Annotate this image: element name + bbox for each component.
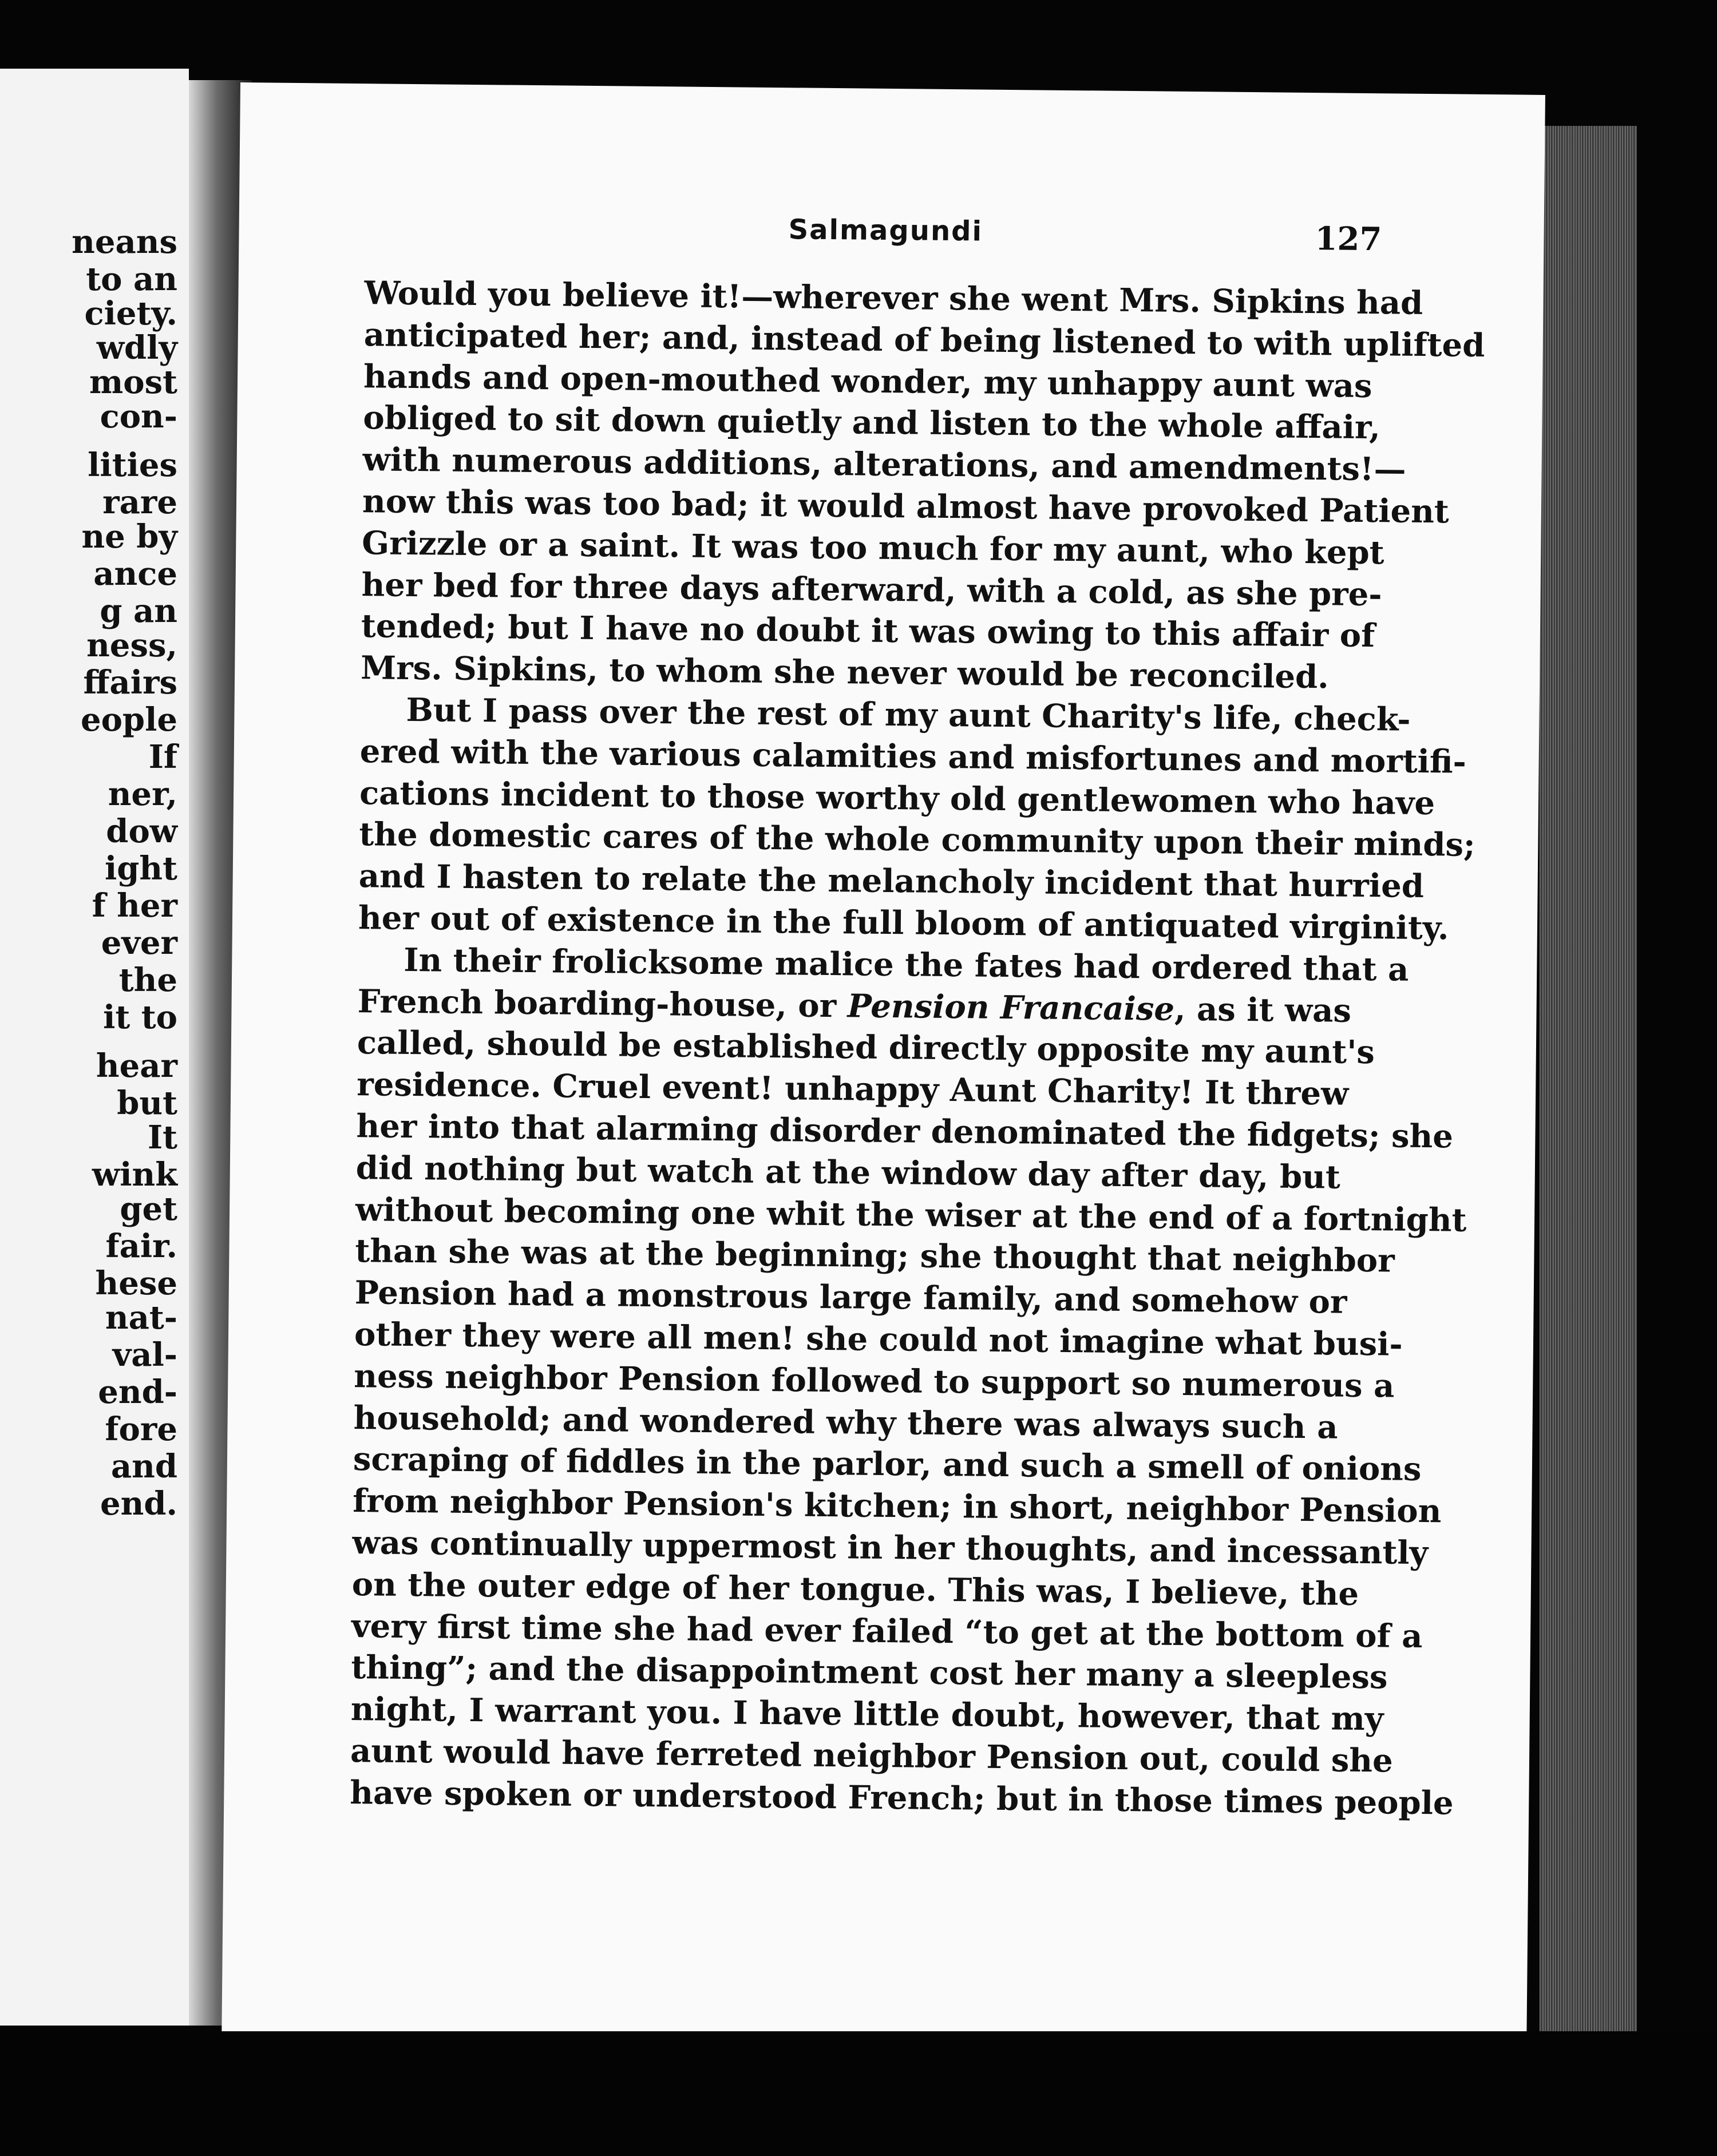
- body-text: [350, 272, 1485, 1823]
- facing-page-line: neans: [72, 223, 177, 261]
- text-line: obliged to sit down quietly and listen to the whole affair,: [363, 399, 1381, 447]
- facing-page-line: end-: [98, 1373, 177, 1411]
- facing-page-line: ner,: [108, 775, 177, 813]
- text-line: ness neighbor Pension followed to support so numerous a: [354, 1357, 1395, 1405]
- text-line: called, should be established directly opposite my aunt's: [357, 1024, 1375, 1072]
- text-line: night, I warrant you. I have little doubt, however, that my: [350, 1690, 1384, 1738]
- text-line: But I pass over the rest of my aunt Charity's life, check-: [406, 691, 1411, 739]
- text-line: other they were all men! she could not imagine what busi-: [354, 1315, 1403, 1364]
- facing-page-line: val-: [112, 1336, 177, 1374]
- text-line: French boarding-house, or Pension Francaise, as it was: [357, 982, 1352, 1030]
- text-line: Mrs. Sipkins, to whom she never would be reconciled.: [360, 649, 1329, 696]
- facing-page-line: hese: [95, 1265, 177, 1302]
- facing-page-line: If: [148, 738, 177, 776]
- text-line: from neighbor Pension's kitchen; in short, neighbor Pension: [352, 1482, 1442, 1531]
- facing-page-line: fore: [105, 1410, 177, 1448]
- text-line: her into that alarming disorder denominated the fidgets; she: [356, 1107, 1454, 1156]
- facing-page-line: rare: [102, 483, 177, 521]
- text-line: residence. Cruel event! unhappy Aunt Charity! It threw: [356, 1065, 1349, 1113]
- facing-page-line: wink: [92, 1156, 177, 1194]
- text-line: Grizzle or a saint. It was too much for my aunt, who kept: [362, 524, 1384, 572]
- text-line: cations incident to those worthy old gentlewomen who have: [359, 774, 1435, 822]
- book-page: [221, 82, 1545, 2055]
- text-line: her bed for three days afterward, with a cold, as she pre-: [361, 565, 1382, 613]
- facing-page-line: wdly: [96, 329, 177, 367]
- text-line: now this was too bad; it would almost have provoked Patient: [362, 482, 1450, 531]
- text-line: have spoken or understood French; but in those times people: [350, 1773, 1454, 1822]
- facing-page-line: it to: [103, 998, 177, 1036]
- text-line: with numerous additions, alterations, and amendments!—: [362, 441, 1406, 489]
- facing-page-line: con-: [100, 398, 177, 435]
- text-line: scraping of fiddles in the parlor, and such a smell of onions: [353, 1440, 1422, 1489]
- text-line: and I hasten to relate the melancholy incident that hurried: [358, 857, 1425, 906]
- facing-page-line: but: [117, 1084, 177, 1122]
- facing-page-line: It: [147, 1119, 177, 1156]
- facing-page-line: ffairs: [83, 664, 177, 702]
- scan-shadow: [0, 2031, 1717, 2156]
- facing-page-line: eople: [80, 701, 177, 739]
- text-line: was continually uppermost in her thoughts, and incessantly: [352, 1523, 1429, 1572]
- facing-page-line: dow: [106, 813, 177, 850]
- facing-page-line: ciety.: [84, 295, 177, 332]
- page-number: 127: [1315, 220, 1382, 259]
- facing-page-line: and: [110, 1448, 177, 1485]
- text-line: aunt would have ferreted neighbor Pension out, could she: [350, 1731, 1393, 1780]
- facing-page-line: ance: [93, 555, 177, 593]
- facing-page-line: g an: [100, 592, 177, 630]
- text-line: ered with the various calamities and misfortunes and mortifi-: [359, 732, 1467, 781]
- text-line: her out of existence in the full bloom of antiquated virginity.: [358, 899, 1449, 948]
- text-line: than she was at the beginning; she thought that neighbor: [355, 1232, 1395, 1280]
- running-title: Salmagundi: [788, 213, 983, 248]
- text-line: In their frolicksome malice the fates had ordered that a: [403, 941, 1409, 989]
- facing-page-line: f her: [92, 887, 177, 925]
- facing-page: [0, 69, 189, 2026]
- facing-page-line: most: [89, 363, 177, 401]
- facing-page-line: fair.: [105, 1227, 177, 1265]
- facing-page-line: nat-: [105, 1299, 177, 1337]
- facing-page-line: ne by: [81, 518, 177, 556]
- text-line: tended; but I have no doubt it was owing to this affair of: [361, 607, 1375, 655]
- text-line: thing”; and the disappointment cost her many a sleepless: [351, 1648, 1388, 1697]
- facing-page-line: the: [118, 961, 177, 999]
- text-line: hands and open-mouthed wonder, my unhappy aunt was: [363, 357, 1372, 405]
- facing-page-line: lities: [88, 446, 177, 484]
- facing-page-line: hear: [96, 1047, 177, 1085]
- facing-page-line: ight: [104, 850, 177, 887]
- facing-page-line: ness,: [86, 627, 177, 664]
- facing-page-line: to an: [86, 260, 177, 298]
- text-line: Pension had a monstrous large family, and somehow or: [354, 1274, 1347, 1321]
- italic-phrase: Pension Francaise: [847, 986, 1175, 1028]
- text-line: without becoming one whit the wiser at the end of a fortnight: [355, 1190, 1467, 1239]
- text-line: the domestic cares of the whole community upon their minds;: [359, 815, 1475, 865]
- text-line: household; and wondered why there was always such a: [353, 1398, 1338, 1446]
- facing-page-line: ever: [101, 924, 177, 962]
- text-line: anticipated her; and, instead of being listened to with uplifted: [363, 315, 1485, 364]
- text-line: very first time she had ever failed “to get at the bottom of a: [351, 1607, 1423, 1655]
- facing-page-line: end.: [100, 1485, 177, 1523]
- text-line: on the outer edge of her tongue. This was, I believe, the: [351, 1565, 1359, 1613]
- text-line: did nothing but watch at the window day after day, but: [355, 1148, 1341, 1196]
- page-edges: [1540, 126, 1637, 2043]
- facing-page-line: get: [120, 1190, 177, 1228]
- text-line: Would you believe it!—wherever she went Mrs. Sipkins had: [364, 274, 1423, 322]
